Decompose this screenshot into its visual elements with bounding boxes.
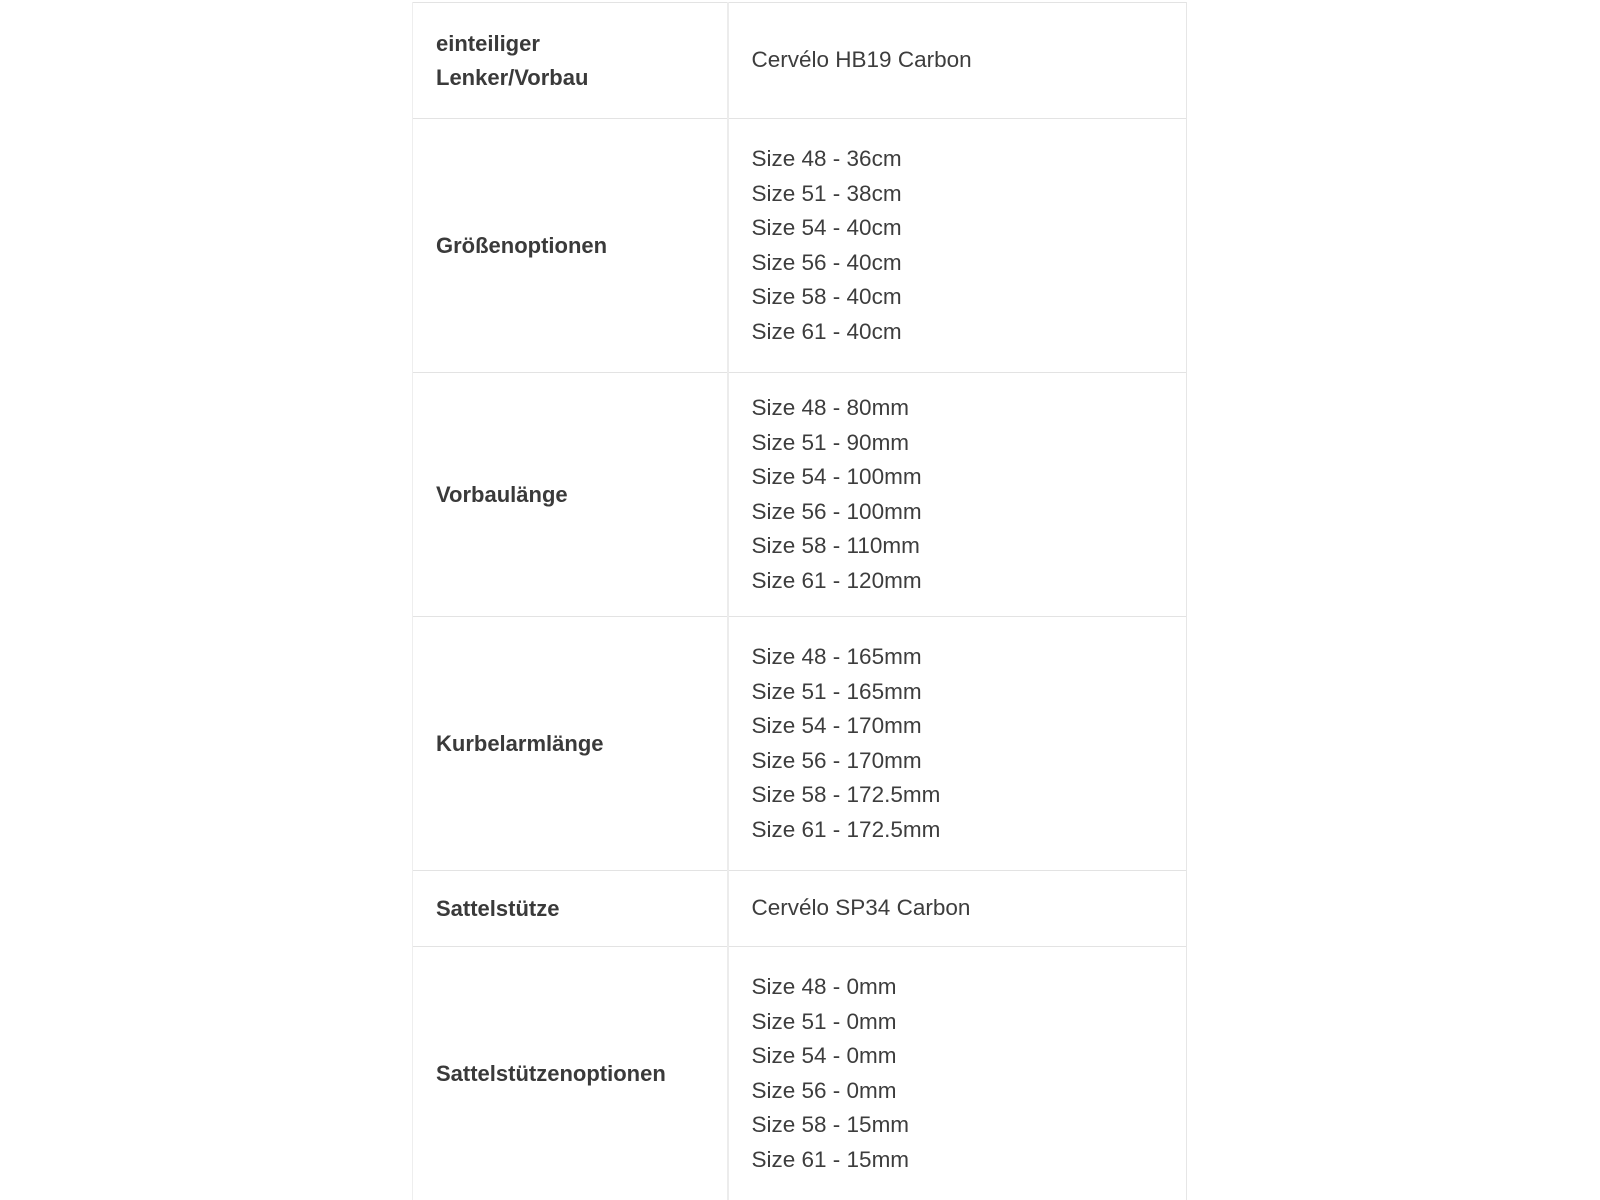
spec-value-line: Size 54 - 40cm (751, 215, 902, 240)
spec-label-line: Lenker/Vorbau (436, 64, 589, 90)
spec-value-line: Size 51 - 38cm (751, 180, 902, 206)
spec-value-line: Cervélo SP34 Carbon (751, 895, 971, 921)
spec-value (728, 871, 1187, 947)
spec-value (728, 373, 1187, 617)
spec-label (413, 617, 728, 871)
table-row (413, 947, 1187, 1200)
spec-label-line: Vorbaulänge (436, 481, 568, 507)
spec-label-line: einteiliger (436, 30, 540, 56)
spec-value-line: Size 58 - 172.5mm (751, 782, 941, 807)
spec-label (413, 3, 728, 119)
table-row (413, 871, 1187, 947)
spec-value-line: Size 61 - 120mm (751, 567, 922, 593)
spec-value-line: Size 61 - 172.5mm (751, 816, 941, 842)
table-row (413, 3, 1187, 119)
spec-value-line: Size 61 - 15mm (751, 1146, 910, 1172)
spec-value-line: Size 56 - 170mm (751, 747, 922, 773)
spec-value (728, 617, 1187, 871)
spec-value-line: Size 58 - 15mm (751, 1112, 910, 1137)
spec-table (412, 2, 1187, 1200)
spec-label (413, 947, 728, 1200)
spec-value-line: Size 58 - 40cm (751, 284, 902, 309)
table-row (413, 119, 1187, 373)
spec-value-line: Cervélo HB19 Carbon (751, 47, 972, 73)
spec-value-line: Size 51 - 165mm (751, 678, 922, 704)
spec-label (413, 119, 728, 373)
spec-value-line: Size 51 - 90mm (751, 429, 910, 455)
spec-value (728, 119, 1187, 373)
spec-value-line: Size 48 - 165mm (751, 644, 922, 669)
spec-label (413, 373, 728, 617)
spec-value-line: Size 48 - 36cm (751, 146, 902, 171)
spec-value-line: Size 56 - 40cm (751, 249, 902, 275)
table-row (413, 617, 1187, 871)
spec-label-line: Größenoptionen (436, 232, 608, 258)
spec-value-line: Size 56 - 0mm (751, 1077, 897, 1103)
spec-value-line: Size 61 - 40cm (751, 318, 902, 344)
table-row (413, 373, 1187, 617)
spec-value-line: Size 48 - 0mm (751, 974, 897, 999)
spec-value (728, 3, 1187, 119)
spec-label-line: Sattelstützenoptionen (436, 1060, 666, 1086)
spec-value-line: Size 56 - 100mm (751, 498, 922, 524)
spec-value-line: Size 54 - 100mm (751, 464, 922, 489)
spec-value-line: Size 48 - 80mm (751, 395, 910, 420)
spec-label (413, 871, 728, 947)
spec-value-line: Size 51 - 0mm (751, 1008, 897, 1034)
spec-value-line: Size 54 - 170mm (751, 713, 922, 738)
spec-label-line: Sattelstütze (436, 895, 560, 921)
spec-label-line: Kurbelarmlänge (436, 730, 604, 756)
spec-value-line: Size 58 - 110mm (751, 533, 920, 558)
spec-value-line: Size 54 - 0mm (751, 1043, 897, 1068)
spec-value (728, 947, 1187, 1200)
